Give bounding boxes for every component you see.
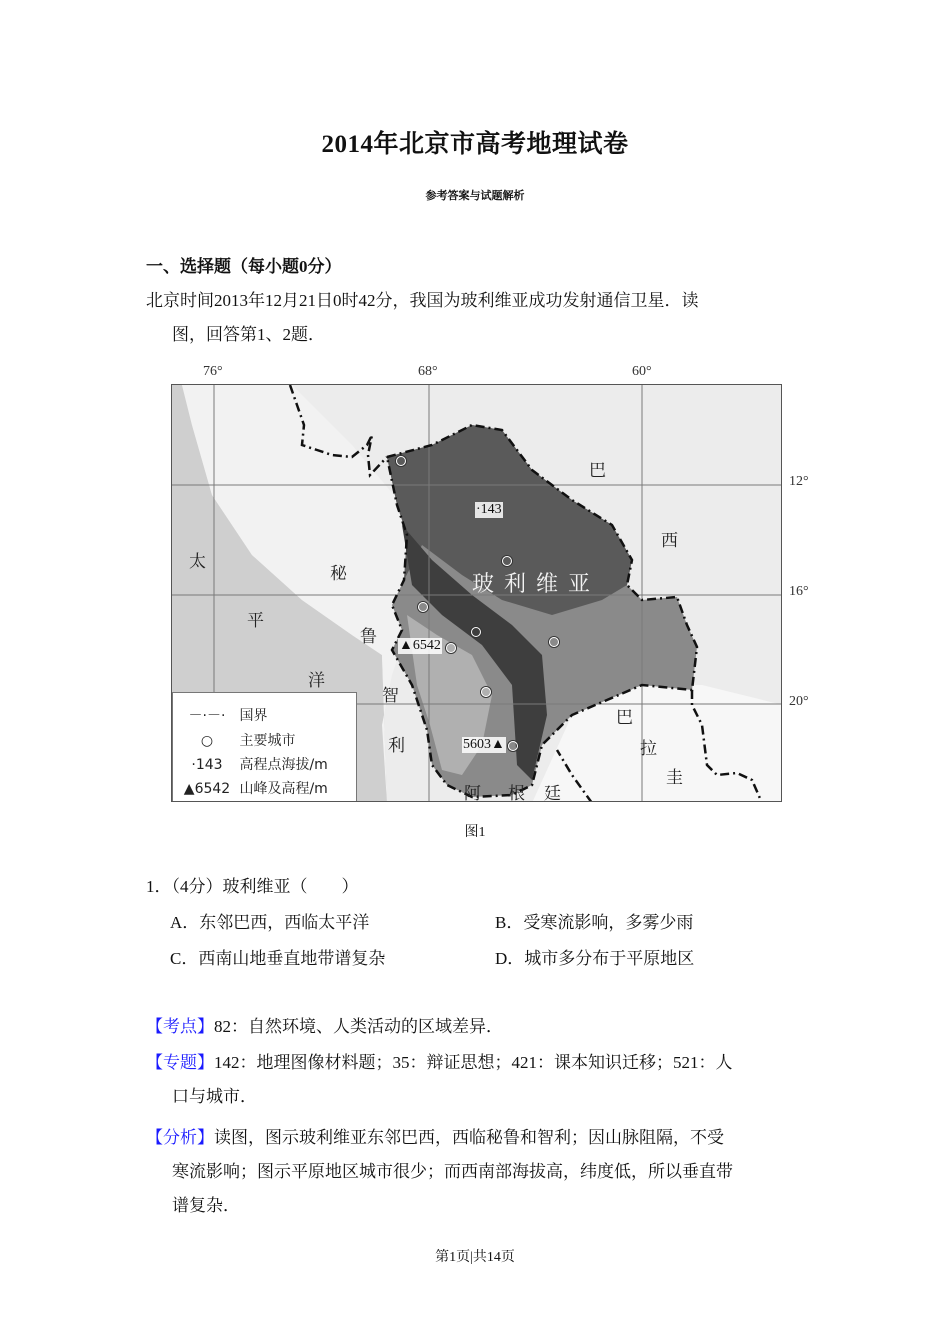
document-subtitle: 参考答案与试题解析 — [425, 190, 525, 202]
label-pacific-2: 平 — [247, 611, 264, 631]
question-1-stem: 1．（4分）玻利维亚（ ） — [146, 877, 359, 896]
document-title: 2014年北京市高考地理试卷 — [321, 131, 629, 158]
intro-paragraph — [146, 284, 816, 352]
label-argentina-3: 廷 — [544, 784, 561, 802]
zhuanti-block — [146, 1046, 816, 1114]
longitude-label-76: 76° — [203, 364, 223, 379]
city-marker — [549, 637, 559, 647]
label-paraguay-1: 巴 — [616, 708, 633, 728]
longitude-label-68: 68° — [418, 364, 438, 379]
city-marker — [418, 602, 428, 612]
peak-6542: ▲6542 — [399, 638, 441, 653]
page-footer: 第1页|共14页 — [435, 1250, 515, 1265]
city-marker — [508, 741, 518, 751]
peak-triangle-icon: ▲6542 — [183, 781, 231, 797]
label-argentina-2: 根 — [508, 784, 525, 802]
city-marker — [471, 627, 481, 637]
longitude-label-60: 60° — [632, 364, 652, 379]
legend-row-border: －·－· 国界 — [179, 705, 267, 725]
label-argentina-1: 阿 — [464, 784, 481, 802]
bolivia-map — [171, 384, 782, 802]
latitude-label-16: 16° — [789, 584, 809, 599]
label-pacific-3: 洋 — [308, 671, 325, 691]
label-chile-1: 智 — [382, 686, 399, 706]
label-chile-2: 利 — [388, 736, 405, 756]
label-brazil-2: 西 — [661, 531, 678, 551]
label-peru-2: 鲁 — [360, 627, 377, 647]
legend-row-elevation: ·143 高程点海拔/m — [179, 754, 328, 774]
elevation-dot-icon: ·143 — [191, 757, 223, 773]
peak-5603: 5603▲ — [463, 737, 505, 752]
border-line-icon: －·－· — [188, 708, 226, 724]
fenxi-line-2: 寒流影响；图示平原地区城市很少；而西南部海拔高，纬度低，所以垂直带 — [172, 1162, 733, 1181]
kaodian-tag: 【考点】 — [146, 1017, 214, 1036]
city-marker — [481, 687, 491, 697]
latitude-label-12: 12° — [789, 474, 809, 489]
legend-row-city: ○ 主要城市 — [179, 730, 295, 750]
section-heading: 一、选择题（每小题0分） — [146, 257, 342, 276]
fenxi-block — [146, 1121, 816, 1223]
label-brazil-1: 巴 — [589, 461, 606, 481]
city-circle-icon: ○ — [200, 733, 214, 749]
fenxi-line-1: 读图，图示玻利维亚东邻巴西，西临秘鲁和智利；因山脉阻隔，不受 — [214, 1128, 724, 1147]
intro-line-2: 图，回答第1、2题． — [172, 325, 325, 344]
label-paraguay-2: 拉 — [640, 739, 657, 759]
option-a[interactable]: A．东邻巴西，西临太平洋 — [170, 913, 370, 932]
zhuanti-line-2: 口与城市． — [172, 1087, 257, 1106]
fenxi-tag: 【分析】 — [146, 1128, 214, 1147]
label-paraguay-3: 圭 — [666, 768, 683, 788]
option-b[interactable]: B．受寒流影响，多雾少雨 — [495, 913, 694, 932]
figure-caption: 图1 — [464, 825, 486, 840]
label-pacific-1: 太 — [189, 552, 206, 572]
map-legend — [172, 692, 357, 802]
kaodian-text: 82：自然环境、人类活动的区域差异． — [214, 1017, 503, 1036]
intro-line-1: 北京时间2013年12月21日0时42分，我国为玻利维亚成功发射通信卫星．读 — [146, 291, 699, 310]
option-c[interactable]: C．西南山地垂直地带谱复杂 — [170, 949, 386, 968]
legend-row-peak: ▲6542 山峰及高程/m — [179, 778, 328, 798]
kaodian-block — [146, 1010, 816, 1044]
fenxi-line-3: 谱复杂． — [172, 1196, 240, 1215]
zhuanti-line-1: 142：地理图像材料题；35：辩证思想；421：课本知识迁移；521：人 — [214, 1053, 733, 1072]
zhuanti-tag: 【专题】 — [146, 1053, 214, 1072]
latitude-label-20: 20° — [789, 694, 809, 709]
option-d[interactable]: D．城市多分布于平原地区 — [495, 949, 695, 968]
city-marker — [396, 456, 406, 466]
label-peru-1: 秘 — [330, 564, 347, 584]
label-bolivia: 玻利维亚 — [472, 572, 601, 597]
elevation-point-143: ·143 — [476, 502, 502, 517]
city-marker — [446, 643, 456, 653]
city-marker — [502, 556, 512, 566]
